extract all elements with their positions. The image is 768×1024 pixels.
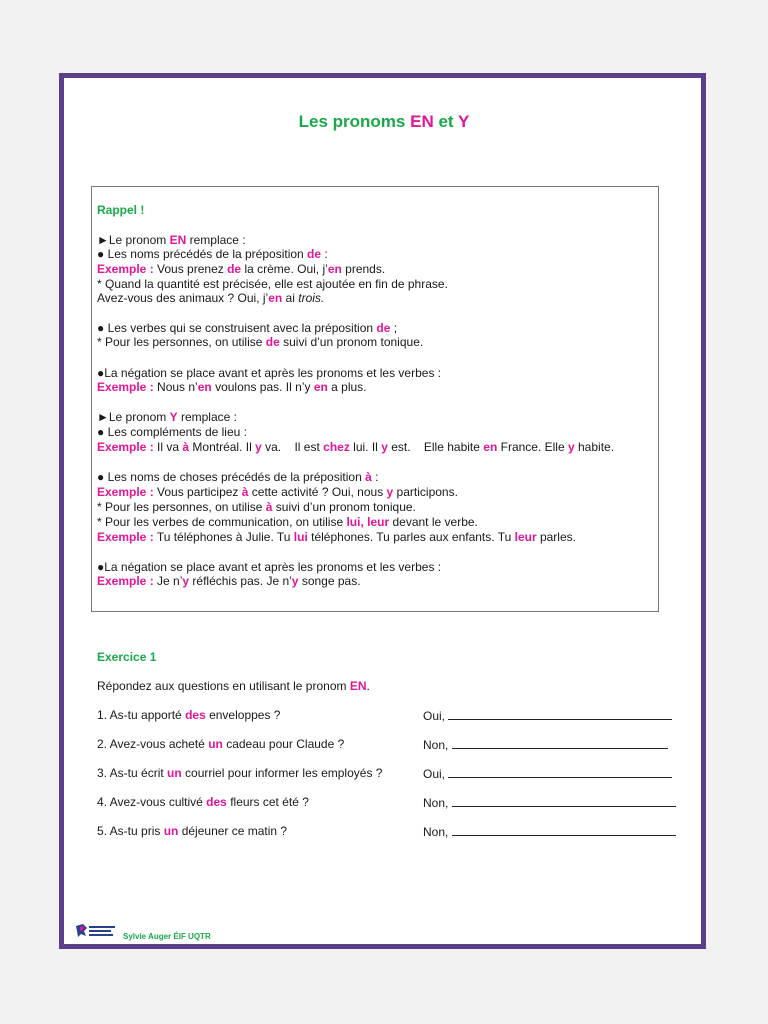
rappel-line: ►Le pronom EN remplace : [97,233,246,247]
page-title: Les pronoms EN et Y [298,112,470,131]
rappel-line: ●La négation se place avant et après les pronoms et les verbes : [97,366,442,380]
school-logo-icon [75,922,117,942]
answer-4: Non, [423,795,676,810]
answer-2: Non, [423,737,668,752]
rappel-line: Exemple : Vous participez à cette activité ? Oui, nous y participons. [97,485,458,499]
question-1: 1. As-tu apporté des enveloppes ? [97,708,281,722]
answer-3: Oui, [423,766,672,781]
exercise-heading: Exercice 1 [97,650,157,664]
rappel-line: ● Les verbes qui se construisent avec la préposition de ; [97,321,398,335]
answer-5: Non, [423,824,676,839]
question-3: 3. As-tu écrit un courriel pour informer les employés ? [97,766,383,780]
rappel-line: ►Le pronom Y remplace : [97,410,237,424]
answer-blank-1[interactable] [448,708,672,720]
rappel-line: * Pour les verbes de communication, on utilise lui, leur devant le verbe. [97,515,478,529]
rappel-line: * Quand la quantité est précisée, elle est ajoutée en fin de phrase. [97,277,448,291]
exercise-instruction: Répondez aux questions en utilisant le pronom EN. [97,679,370,693]
question-5: 5. As-tu pris un déjeuner ce matin ? [97,824,288,838]
rappel-line: * Pour les personnes, on utilise de suivi d’un pronom tonique. [97,335,424,349]
rappel-line: Exemple : Nous n’en voulons pas. Il n’y en a plus. [97,380,367,394]
rappel-line: Exemple : Je n’y réfléchis pas. Je n’y songe pas. [97,574,361,588]
rappel-line: Exemple : Tu téléphones à Julie. Tu lui téléphones. Tu parles aux enfants. Tu leur parles. [97,530,576,544]
question-2: 2. Avez-vous acheté un cadeau pour Claude ? [97,737,345,751]
footer-author: Sylvie Auger ÉIF UQTR [123,932,211,941]
rappel-line: ● Les compléments de lieu : [97,425,247,439]
answer-blank-4[interactable] [452,795,676,807]
rappel-line: ●La négation se place avant et après les pronoms et les verbes : [97,560,442,574]
rappel-line: ● Les noms de choses précédés de la préposition à : [97,470,379,484]
rappel-heading: Rappel ! [97,203,145,217]
rappel-line: ● Les noms précédés de la préposition de : [97,247,328,261]
answer-blank-5[interactable] [452,824,676,836]
rappel-line: * Pour les personnes, on utilise à suivi d’un pronom tonique. [97,500,416,514]
rappel-line: Exemple : Vous prenez de la crème. Oui, j’en prends. [97,262,386,276]
answer-blank-2[interactable] [452,737,668,749]
rappel-line: Avez-vous des animaux ? Oui, j’en ai trois. [97,291,325,305]
answer-blank-3[interactable] [448,766,672,778]
question-4: 4. Avez-vous cultivé des fleurs cet été ? [97,795,309,809]
answer-1: Oui, [423,708,672,723]
rappel-line: Exemple : Il va à Montréal. Il y va. Il est chez lui. Il y est. Elle habite en France. Elle y habite. [97,440,615,454]
